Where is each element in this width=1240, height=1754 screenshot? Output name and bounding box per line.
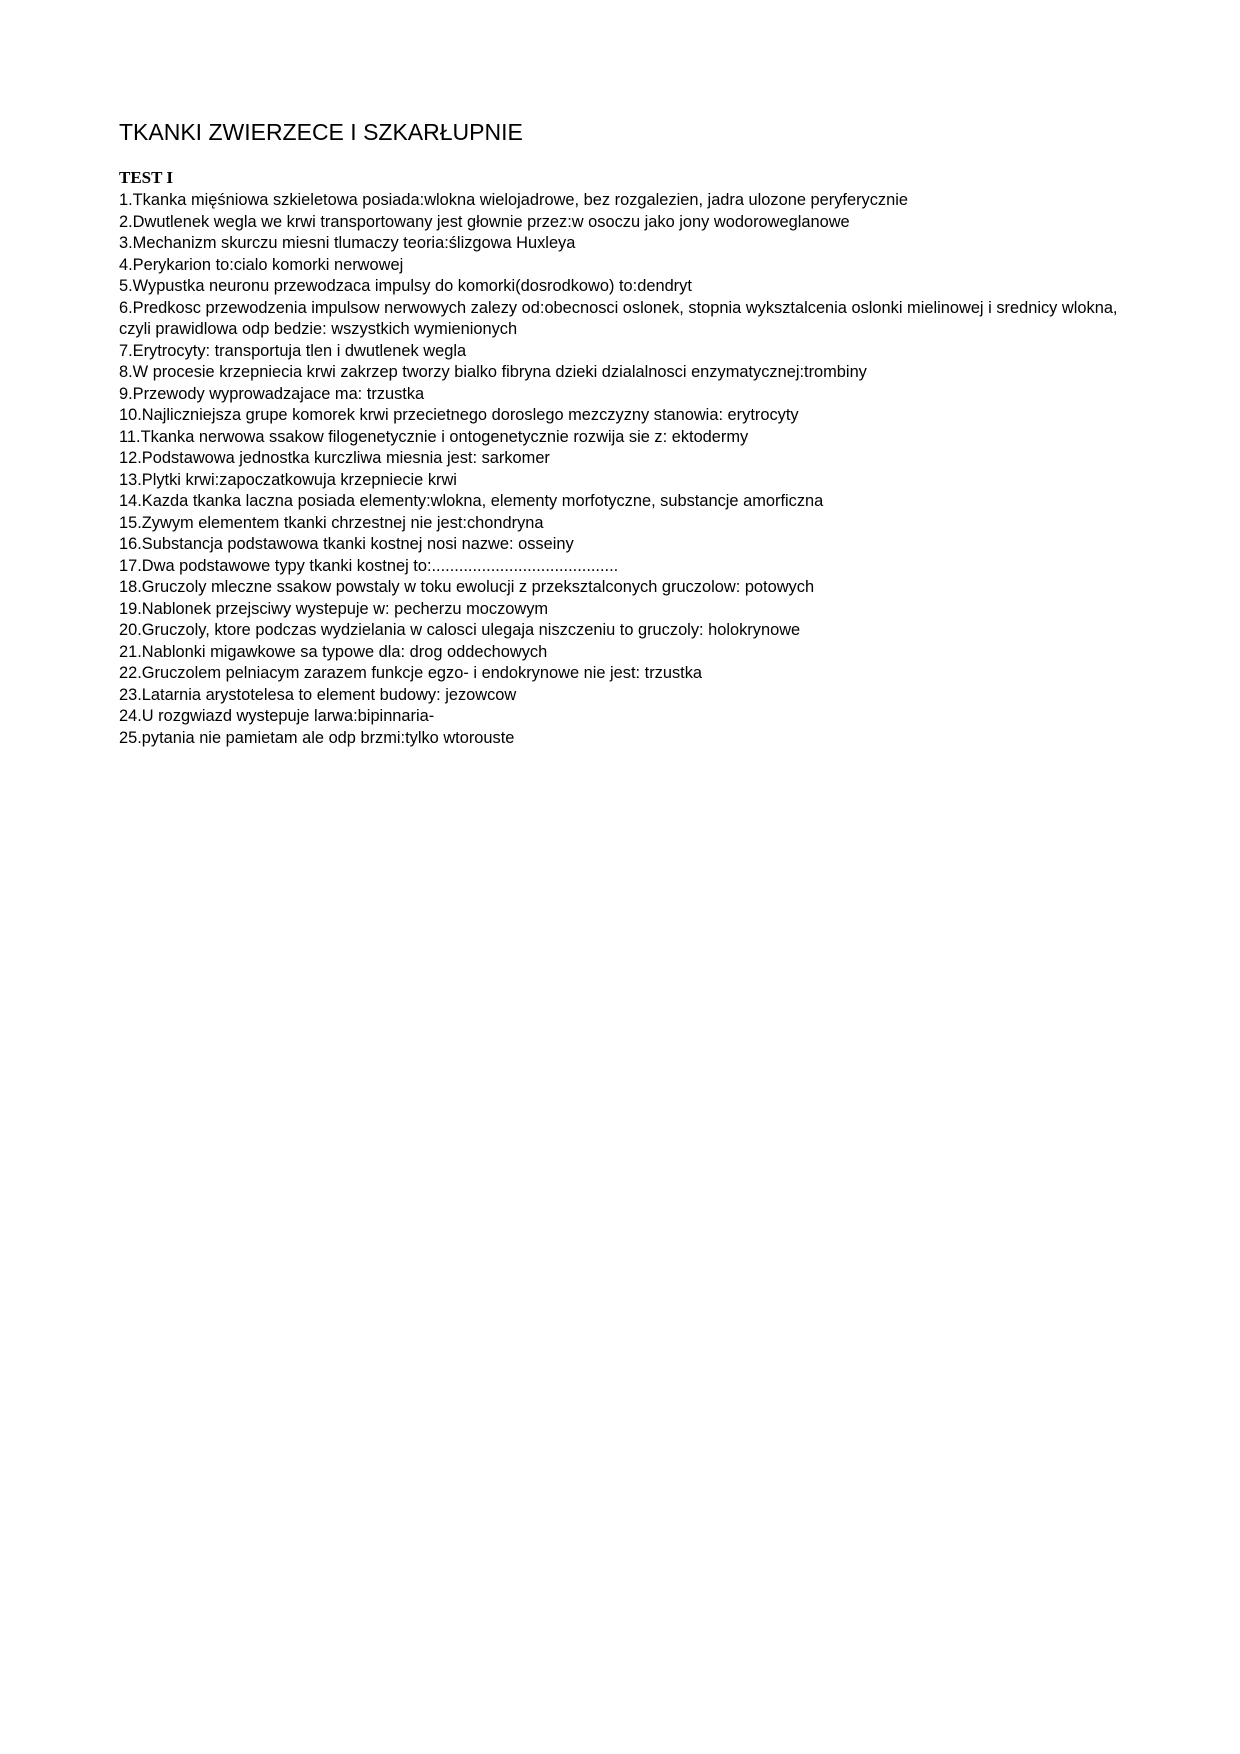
list-item: 17.Dwa podstawowe typy tkanki kostnej to:......................................... xyxy=(119,556,619,575)
list-item: 15.Zywym elementem tkanki chrzestnej nie jest:chondryna xyxy=(119,513,544,532)
list-item: 23.Latarnia arystotelesa to element budowy: jezowcow xyxy=(119,685,517,704)
list-item: 20.Gruczoly, ktore podczas wydzielania w calosci ulegaja niszczeniu to gruczoly: holokrynowe xyxy=(119,621,801,639)
list-item: 24.U rozgwiazd wystepuje larwa:bipinnaria- xyxy=(119,707,435,725)
list-item: 10.Najliczniejsza grupe komorek krwi przecietnego doroslego mezczyzny stanowia: erytrocyty xyxy=(119,406,799,424)
list-item: 5.Wypustka neuronu przewodzaca impulsy do komorki(dosrodkowo) to:dendryt xyxy=(119,277,692,295)
list-item: 4.Perykarion to:cialo komorki nerwowej xyxy=(119,255,404,274)
list-item: 7.Erytrocyty: transportuja tlen i dwutlenek wegla xyxy=(119,341,467,360)
list-item: 3.Mechanizm skurczu miesni tlumaczy teoria:ślizgowa Huxleya xyxy=(119,234,576,252)
list-item: 14.Kazda tkanka laczna posiada elementy:wlokna, elementy morfotyczne, substancje amorficzna xyxy=(119,492,824,510)
section-heading: TEST I xyxy=(119,168,174,187)
list-item: 22.Gruczolem pelniacym zarazem funkcje egzo- i endokrynowe nie jest: trzustka xyxy=(119,664,703,682)
list-item: 8.W procesie krzepniecia krwi zakrzep tworzy bialko fibryna dzieki dzialalnosci enzymatycznej:trombiny xyxy=(119,363,867,381)
list-item: 11.Tkanka nerwowa ssakow filogenetycznie i ontogenetycznie rozwija sie z: ektodermy xyxy=(119,427,749,446)
list-item: 19.Nablonek przejsciwy wystepuje w: pecherzu moczowym xyxy=(119,599,549,618)
list-item: 2.Dwutlenek wegla we krwi transportowany jest głownie przez:w osoczu jako jony wodoroweglanowe xyxy=(119,212,850,231)
document-title: TKANKI ZWIERZECE I SZKARŁUPNIE xyxy=(119,119,523,145)
list-item: 6.Predkosc przewodzenia impulsow nerwowych zalezy od:obecnosci oslonek, stopnia wyksztalcenia oslonki mielinowej i srednicy wlokna, czyli prawidlowa odp bedzie: wszystkich wymienionych xyxy=(119,298,1118,338)
question-list xyxy=(119,190,1124,749)
list-item: 9.Przewody wyprowadzajace ma: trzustka xyxy=(119,384,425,403)
list-item: 25.pytania nie pamietam ale odp brzmi:tylko wtorouste xyxy=(119,728,515,747)
list-item: 16.Substancja podstawowa tkanki kostnej nosi nazwe: osseiny xyxy=(119,535,574,553)
list-item: 1.Tkanka mięśniowa szkieletowa posiada:wlokna wielojadrowe, bez rozgalezien, jadra ulozone peryferycznie xyxy=(119,191,908,209)
list-item: 21.Nablonki migawkowe sa typowe dla: drog oddechowych xyxy=(119,642,548,661)
list-item: 12.Podstawowa jednostka kurczliwa miesnia jest: sarkomer xyxy=(119,449,550,467)
list-item: 18.Gruczoly mleczne ssakow powstaly w toku ewolucji z przeksztalconych gruczolow: potowych xyxy=(119,578,815,596)
list-item: 13.Plytki krwi:zapoczatkowuja krzepniecie krwi xyxy=(119,470,457,489)
